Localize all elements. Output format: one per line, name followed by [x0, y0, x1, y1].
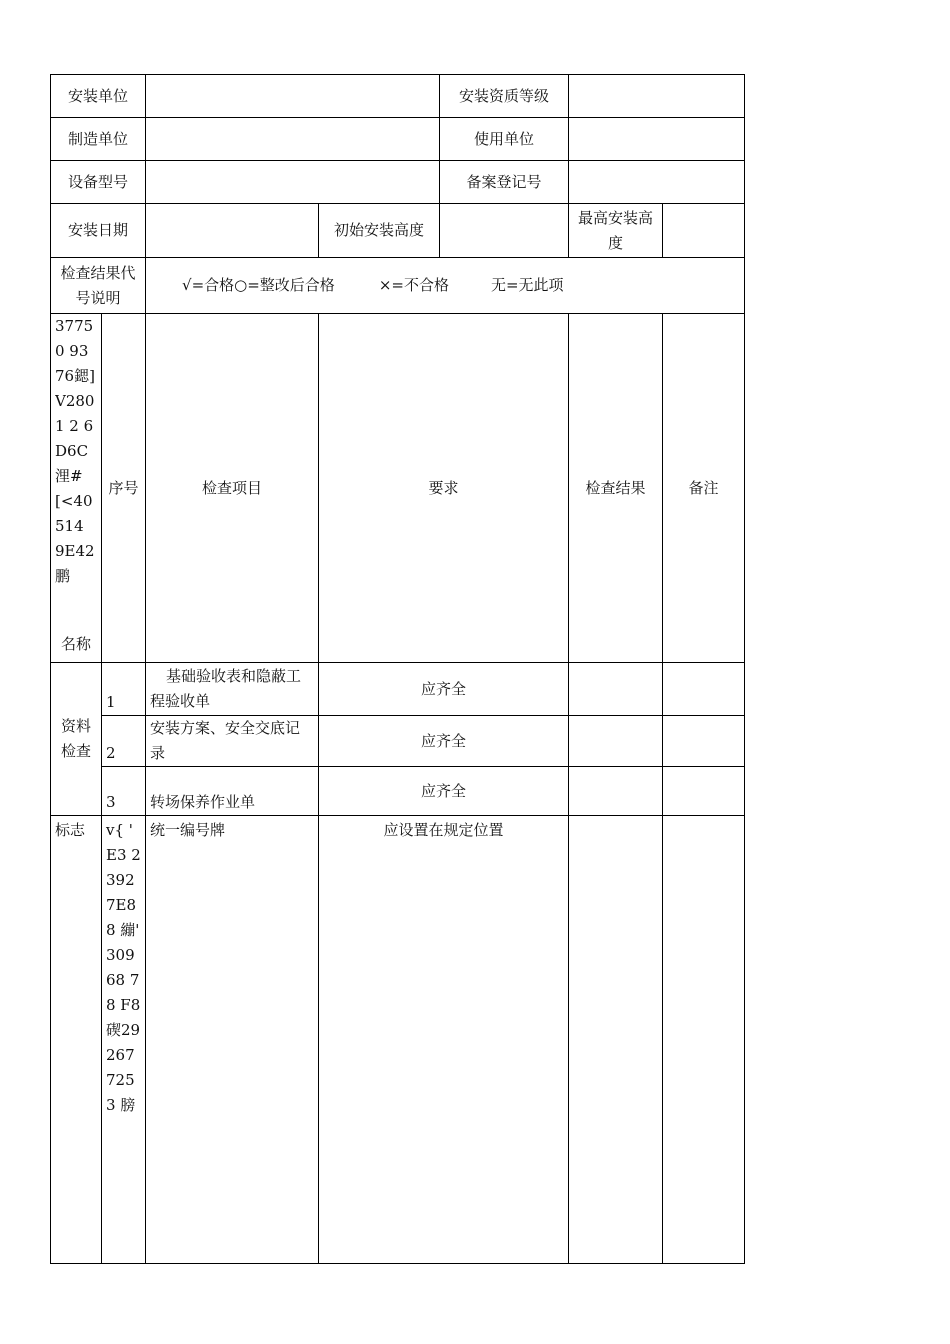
name-column-header [51, 314, 102, 663]
name-header: 名称 [60, 635, 91, 653]
item-header: 检查项目 [146, 314, 319, 663]
doc-row-2-requirement: 应齐全 [319, 716, 569, 767]
doc-row-1-remark[interactable] [663, 663, 745, 716]
max-height-value[interactable] [663, 204, 745, 258]
garbled-text: 37750 9376鍶]V2801 2 6D6C 浬#[<40514 9E42 鹏 [55, 317, 95, 585]
sign-remark[interactable] [663, 816, 745, 1264]
install-date-label: 安装日期 [51, 204, 146, 258]
registration-no-value[interactable] [569, 161, 745, 204]
remark-header: 备注 [663, 314, 745, 663]
doc-row-2-item: 安装方案、安全交底记录 [146, 716, 319, 767]
doc-row-2-remark[interactable] [663, 716, 745, 767]
sign-result[interactable] [569, 816, 663, 1264]
initial-height-value[interactable] [440, 204, 569, 258]
acceptance-form-table [50, 74, 745, 1264]
sign-seq-garbled: v{ ' E3 2392 7E88 繃' 30968 78 F8 碶29267 7253 膀 [102, 816, 146, 1264]
max-height-label: 最高安装高度 [569, 204, 663, 258]
legend-codes [146, 258, 745, 314]
doc-row-3-seq: 3 [102, 767, 146, 816]
requirement-header: 要求 [319, 314, 569, 663]
install-qualification-label: 安装资质等级 [440, 75, 569, 118]
registration-no-label: 备案登记号 [440, 161, 569, 204]
user-unit-label: 使用单位 [440, 118, 569, 161]
install-qualification-value[interactable] [569, 75, 745, 118]
user-unit-value[interactable] [569, 118, 745, 161]
manufacturer-label: 制造单位 [51, 118, 146, 161]
equipment-model-label: 设备型号 [51, 161, 146, 204]
manufacturer-value[interactable] [146, 118, 440, 161]
install-unit-label: 安装单位 [51, 75, 146, 118]
doc-row-3-requirement: 应齐全 [319, 767, 569, 816]
doc-row-3-result[interactable] [569, 767, 663, 816]
equipment-model-value[interactable] [146, 161, 440, 204]
sign-section-label: 标志 [51, 816, 102, 1264]
initial-height-label: 初始安装高度 [319, 204, 440, 258]
doc-row-3-remark[interactable] [663, 767, 745, 816]
install-unit-value[interactable] [146, 75, 440, 118]
legend-pass: √=合格○=整改后合格 [182, 276, 335, 294]
result-header: 检查结果 [569, 314, 663, 663]
legend-fail: ×=不合格 [378, 276, 449, 294]
doc-row-2-result[interactable] [569, 716, 663, 767]
doc-row-1-item: 基础验收表和隐蔽工程验收单 [146, 663, 319, 716]
install-date-value[interactable] [146, 204, 319, 258]
sign-requirement: 应设置在规定位置 [319, 816, 569, 1264]
documents-section-label: 资料检查 [51, 663, 102, 816]
doc-row-2-seq: 2 [102, 716, 146, 767]
doc-row-1-requirement: 应齐全 [319, 663, 569, 716]
doc-row-3-item: 转场保养作业单 [146, 767, 319, 816]
seq-header: 序号 [102, 314, 146, 663]
legend-na: 无=无此项 [490, 276, 564, 294]
legend-label: 检查结果代号说明 [51, 258, 146, 314]
doc-row-1-result[interactable] [569, 663, 663, 716]
sign-item: 统一编号牌 [146, 816, 319, 1264]
doc-row-1-seq: 1 [102, 663, 146, 716]
